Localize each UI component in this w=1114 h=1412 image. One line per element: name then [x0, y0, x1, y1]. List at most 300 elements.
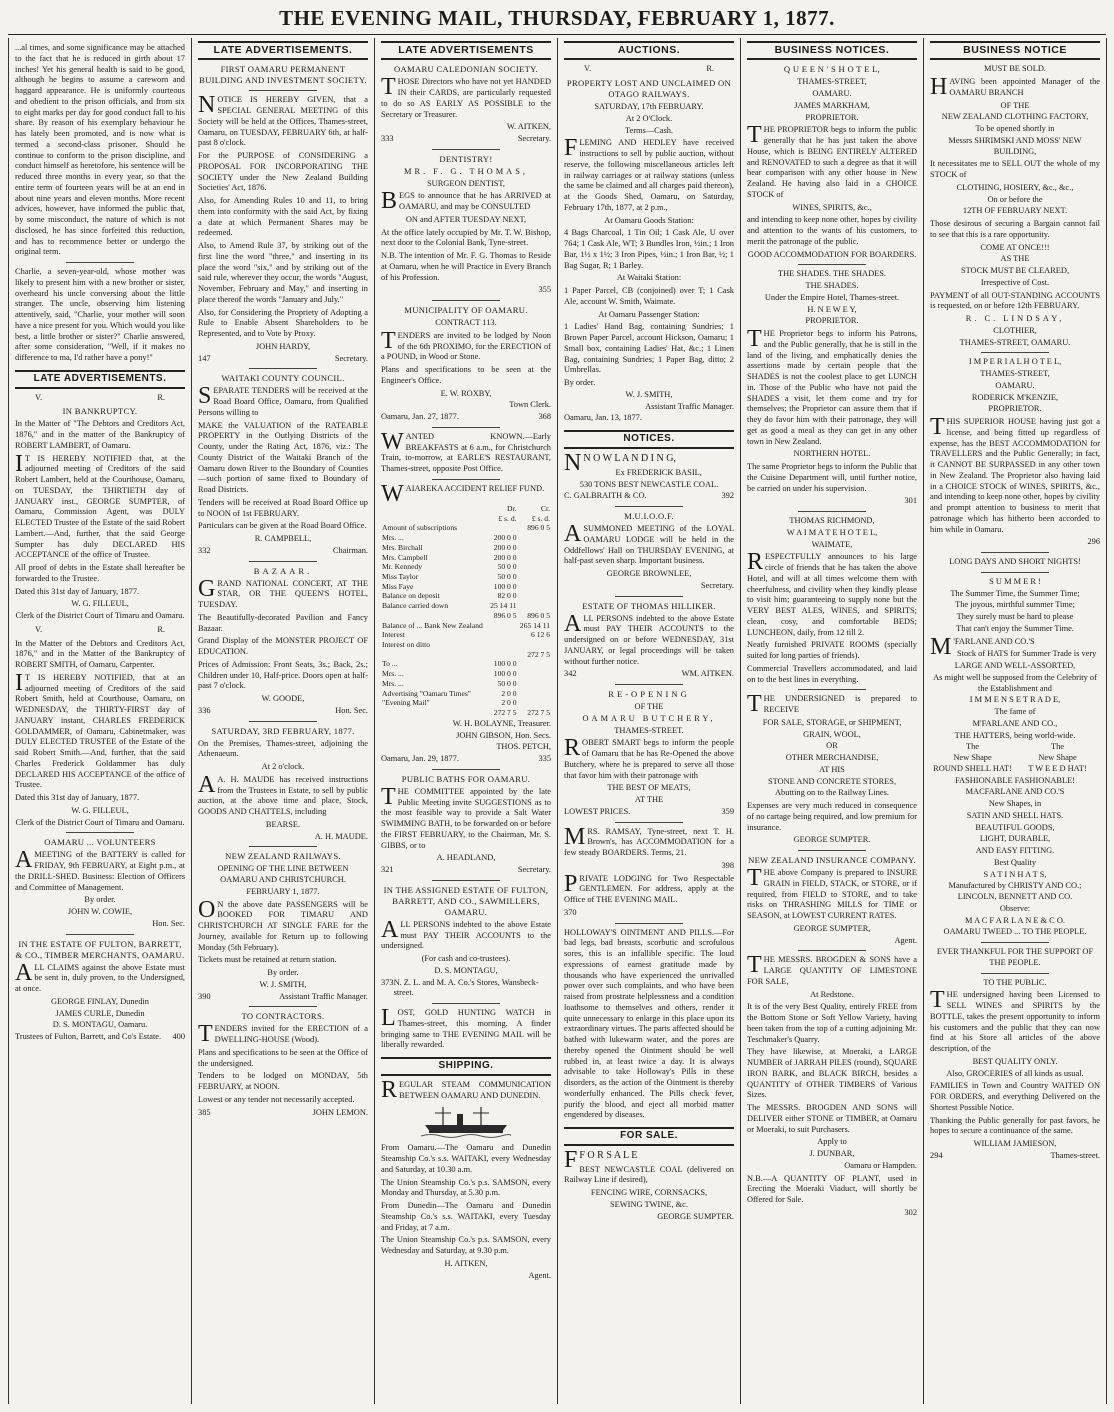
ad-role: Agent. [528, 1270, 551, 1280]
ad-signature: GEORGE FINLAY, Dunedin [51, 996, 149, 1006]
ad-number: 368 [538, 412, 551, 422]
ad-footer [381, 134, 551, 145]
ledger-label: Mrs. ... [382, 669, 404, 679]
separator [615, 596, 683, 597]
ad-title: NORTHERN HOTEL. [793, 449, 871, 459]
ledger-row [381, 543, 551, 553]
ad-title: OAMARU CALEDONIAN SOCIETY. [394, 64, 538, 75]
ad-name: OAMARU BUTCHERY, [582, 713, 716, 723]
separator [981, 973, 1049, 974]
ledger-row [381, 640, 551, 650]
ad-text: To be opened shortly in [975, 124, 1055, 134]
separator [249, 561, 317, 562]
ledger-cr [518, 601, 551, 611]
ad-text: MAKE the VALUATION of the RATEABLE PROPERTY in the Outlying Districts of the County, under the Rating Act, 1876, viz.: The County District of the Waitaki Branch of the Oamaru down River to the Boundary of Counties—such portion of same fixed to Boundary of Road Districts. [198, 420, 368, 495]
separator [432, 427, 500, 428]
drop-cap: T [930, 414, 945, 441]
ledger-label: Mr. Kennedy [382, 562, 423, 572]
ad-text: M A C F A R L A N E & C O. [965, 915, 1065, 925]
ad-text: SEWING TWINE, &c. [610, 1199, 688, 1209]
ad-signature: W. GOODE, [261, 694, 305, 704]
ledger-label: Advertising "Oamaru Times" [382, 688, 471, 698]
ad-footer [198, 546, 368, 557]
ad-text: TENDERS invited for the ERECTION of a DWELLING-HOUSE (Wood). [198, 1021, 368, 1048]
ad-text: THE PROPRIETOR begs to inform the public generally that he has just taken the above House, which is BEING ENTIRELY ALTERED and RENOVATED to such a degree as that it will bear comparison with any other house in New Zealand. He having also laid in a CHOICE STOCK of [747, 122, 917, 199]
separator [981, 352, 1049, 353]
ad-footer [930, 1151, 1100, 1162]
ad-text: MACFARLANE AND CO.'S [965, 787, 1065, 797]
ad-title: WAIAREKA ACCIDENT RELIEF FUND. [381, 480, 545, 507]
ledger-total [381, 650, 551, 660]
ad-text: N.B.—A QUANTITY OF PLANT, used in Erecting the Moeraki Viaduct, will shortly be Offered for Sale. [747, 1173, 917, 1205]
ad-text: STONE AND CONCRETE STORES, [767, 776, 897, 786]
ad-title: NEW ZEALAND INSURANCE COMPANY. [748, 855, 916, 866]
ad-signature: GEORGE SUMPTER. [793, 835, 871, 845]
story-charlie: Charlie, a seven-year-old, whose mother was likely to present him with a new brother or sister, overheard his uncle conversing about the little stranger. The uncle, observing him listening attentively, said, "Charlie, your mother will soon have a nice present for you. Which would you like best, a little brother or sister?" Charlie answered, after some consideration, "Well, if it makes no difference to ma, I'd rather have a pony!" [15, 267, 185, 362]
ad-text: Also, for Considering the Propriety of Adopting a Rule to Enable Absent Shareholders to be Represented, and to Vote by Proxy. [198, 307, 368, 339]
ledger-label: Miss Faye [382, 581, 414, 591]
ledger-block-3 [381, 659, 551, 708]
ad-text: COME AT ONCE!!! [980, 242, 1050, 252]
ad-title: WAITAKI COUNTY COUNCIL. [221, 373, 345, 384]
ad-text: As might well be supposed from the Celebrity of the Establishment and [933, 672, 1097, 693]
ad-text: THE MESSRS. BROGDEN & SONS have a LARGE QUANTITY OF LIMESTONE FOR SALE, [747, 952, 917, 986]
ad-number: 301 [904, 496, 917, 506]
ledger-total-cr: 896 0 5 [527, 610, 550, 620]
ad-signature: W. G. FILLEUL, [71, 599, 129, 609]
ad-title: TO THE PUBLIC. [983, 977, 1047, 987]
ad-title: OAMARU ... VOLUNTEERS [44, 837, 156, 848]
ad-subtitle: OAMARU. [812, 89, 852, 99]
ledger-dr-head: Dr. [507, 503, 517, 513]
ledger-dr [488, 640, 517, 650]
ad-subtitle: OAMARU. [995, 380, 1035, 390]
drop-cap: N [564, 449, 582, 476]
ad-signature: D. S. MONTAGU, [434, 965, 498, 975]
masthead: THE EVENING MAIL, THURSDAY, FEBRUARY 1, 1877. [279, 6, 835, 30]
poem-line: They surely must be hard to please [956, 612, 1074, 622]
column-heading: BUSINESS NOTICES. [747, 41, 917, 60]
separator [798, 950, 866, 951]
ad-footer [15, 1032, 185, 1043]
ad-text: BEGS to announce that he has ARRIVED at OAMARU, and may be CONSULTED [381, 188, 551, 215]
ad-text: SATIN AND SHELL HATS. [966, 810, 1064, 820]
separator [981, 552, 1049, 553]
ad-number: 302 [904, 1207, 917, 1217]
ad-address: THAMES-STREET, OAMARU. [959, 337, 1071, 347]
ledger-dr: 50 0 0 [497, 562, 517, 572]
separator [432, 149, 500, 150]
ad-title: THE SHADES. THE SHADES. [777, 269, 887, 279]
drop-cap: T [381, 783, 396, 810]
separator [615, 923, 683, 924]
ad-text: PRIVATE LODGING for Two Respectable GENTLEMEN. For address, apply at the Office of THE EVENING MAIL. [564, 870, 734, 905]
ad-text: WINES, SPIRITS, &c., [792, 202, 872, 212]
drop-cap: H [930, 74, 948, 101]
ad-signature: H. AITKEN, [444, 1258, 488, 1268]
separator [249, 90, 317, 91]
ad-role: Hon. Sec. [152, 918, 185, 928]
ad-text: From Oamaru.—The Oamaru and Dunedin Steamship Co.'s s.s. WAITAKI, every Wednesday and Saturday, at 10.30 a.m. [381, 1143, 551, 1174]
ad-text: Plans and specifications to be seen at the Office of the undersigned. [198, 1047, 368, 1068]
ad-signature: R. CAMPBELL, [254, 534, 312, 544]
ledger-cr: 6 12 6 [531, 630, 550, 640]
ad-text: FAMILIES in Town and Country WAITED ON FOR ORDERS, and everything Delivered on the Shortest Possible Notice. [930, 1081, 1100, 1112]
poem-line: That can't enjoy the Summer Time. [956, 623, 1074, 633]
vr-v: V. [35, 624, 43, 634]
ad-text: At the office lately occupied by Mr. T. W. Bishop, next door to the Colonial Bank, Tyne-street. [381, 227, 551, 248]
ad-title: IN THE ASSIGNED ESTATE OF FULTON, BARRETT, AND CO., SAWMILLERS, OAMARU. [383, 884, 549, 917]
ledger-label: Mrs. ... [382, 678, 404, 688]
ad-role: Oamaru or Hampden. [844, 1160, 917, 1170]
drop-cap: S [198, 383, 212, 410]
ledger-label: Balance carried down [382, 601, 449, 611]
ad-text: It is of the very Best Quality, entirely FREE from the Bottom Stone or Soft Yellow Variety, having been taken from the top of a cutting adjoining Mr. Teschmaker's Quarry. [747, 1002, 917, 1044]
ad-role: PROPRIETOR. [805, 112, 859, 122]
ad-text: TENDERS are invited to be lodged by Noon of the 6th PROXIMO, for the ERECTION of a POUND, in Wood or Stone. [381, 327, 551, 362]
ad-signature: GEORGE SUMPTER, [793, 923, 871, 933]
ad-text: ALL PERSONS indebted to the above Estate must PAY THEIR ACCOUNTS to the undersigned. [381, 916, 551, 951]
ad-signature: R. C. LINDSAY, [965, 314, 1065, 324]
ad-signature: W. G. FILLEUL, [71, 805, 129, 815]
ad-text: 1 Ladies' Hand Bag, containing Sundries; 1 Brown Paper Parcel, account Hickson, Oamaru; 1 Small box, containing Ladies' Hat, &c.; 1 Linen Bag, containing Sundries; 1 Paper Bag, ditto; 2 Umbrellas. [564, 322, 734, 375]
ad-text: They have likewise, at Moeraki, a LARGE NUMBER of JARRAH PILES (round), SQUARE IRON BARK, and BLACK BIRCH, besides a QUANTITY of OTHER TIMBERS of Various Sizes. [747, 1047, 917, 1100]
columns [8, 38, 1107, 1404]
ad-signature: A. HEADLAND, [436, 853, 496, 863]
ad-text: NOTICE IS HEREBY GIVEN, that a SPECIAL GENERAL MEETING of this Society will be held at the Offices, Thames-street, Oamaru, on TUESDAY, FEBRUARY 6th, at half-past 8 o'clock. [198, 92, 368, 148]
drop-cap: L [381, 1005, 396, 1031]
separator [798, 689, 866, 690]
ad-number: 390 [198, 991, 211, 1001]
ledger-row [381, 572, 551, 582]
drop-cap: M [930, 633, 952, 660]
ad-number: 336 [198, 705, 211, 715]
hat-tweed: The New Shape T W E E D HAT! [1028, 742, 1087, 773]
ad-name: RODERICK M'KENZIE, [971, 392, 1059, 402]
hat-round: The New Shape ROUND SHELL HAT! [933, 742, 1012, 773]
ad-name: THOMAS RICHMOND, [789, 516, 875, 526]
ledger-dr [488, 523, 517, 533]
ad-title: DENTISTRY! [439, 153, 493, 164]
ad-signature: JOHN LEMON. [312, 1107, 368, 1117]
drop-cap: T [747, 691, 762, 718]
ad-number: 385 [198, 1107, 211, 1117]
ad-text: THE UNDERSIGNED is prepared to RECEIVE [747, 691, 917, 718]
ad-name: JAMES MARKHAM, [794, 100, 870, 110]
ad-text: Thanking the Public generally for past favors, he hopes to secure a continuance of the same. [930, 1115, 1100, 1136]
ad-footer [198, 1108, 368, 1119]
ad-time: At 2 O'Clock. [625, 113, 673, 123]
ledger-dr: 200 0 0 [493, 542, 517, 552]
ad-footer [381, 865, 551, 876]
ad-name: MR. F. G. THOMAS, [404, 166, 528, 176]
ad-text: In the Matter of "The Debtors and Creditors Act, 1876," and in the matter of the Bankruptcy of ROBERT LAMBERT, of Oamaru. [15, 419, 185, 450]
column-2 [192, 38, 375, 1404]
drop-cap: R [381, 1076, 398, 1103]
vr-r: R. [157, 392, 165, 402]
ad-text: Also, to Amend Rule 37, by striking out of the first line the word "three," and inserting in its place the word "six," and by striking out of the said rule, wherever they occur, the words "August, November, February and May," and inserting in place thereof the words "January and July." [198, 241, 368, 304]
ledger-row [381, 582, 551, 592]
ad-text: Tickets must be retained at return station. [198, 955, 337, 965]
ad-number: 342 [564, 669, 577, 679]
drop-cap: R [747, 549, 764, 576]
drop-cap: F [564, 135, 578, 162]
ledger-dr: 25 14 11 [490, 601, 517, 611]
ledger-dr: 50 0 0 [497, 571, 517, 581]
hat-pair [930, 742, 1100, 774]
ad-text: THE above Company is prepared to INSURE GRAIN in FIELD, STACK, or STORE, or if required, from FIELD to STORE, and to take risks on THRASHING MILLS for TIME or SEASON, at LOWEST CURRENT RATES. [747, 865, 917, 921]
ad-subtitle: WAIMATE, [811, 539, 853, 549]
ad-title: RE-OPENING [608, 689, 690, 700]
drop-cap: T [747, 326, 762, 353]
ad-text: STOCK MUST BE CLEARED, [960, 266, 1070, 276]
ad-title: SATURDAY, 3RD FEBRUARY, 1877. [211, 725, 355, 736]
separator [66, 832, 134, 833]
vr-emblem [564, 64, 734, 75]
ad-terms: Terms—Cash. [624, 125, 674, 135]
section-heading: LATE ADVERTISEMENTS. [15, 370, 185, 389]
ad-title: N N O W L A N D I N G, [564, 449, 676, 476]
ad-text: THE BEST OF MEATS, [607, 783, 691, 793]
ledger-label: Interest [382, 630, 405, 640]
ad-text: 12TH OF FEBRUARY NEXT. [962, 206, 1068, 216]
ad-text: Grand Display of the MONSTER PROJECT OF EDUCATION. [198, 636, 368, 657]
ad-role: Secretary. [517, 865, 551, 874]
ad-number: 332 [198, 545, 211, 555]
ad-number: 333 [381, 134, 394, 144]
ad-text: and intending to keep none other, hopes by civility and attention to the wants of his customers, to merit the patronage of the public. [747, 215, 917, 246]
ledger-cr: 896 0 5 [527, 523, 550, 533]
column-1 [9, 38, 192, 1404]
ad-text: I M M E N S E T R A D E, [969, 695, 1061, 705]
ad-date: Dated this 31st day of January, 1877. [15, 586, 140, 596]
ad-text: SEPARATE TENDERS will be received at the Road Board Office, Oamaru, from Qualified Persons willing to [198, 383, 368, 417]
ledger-row [381, 630, 551, 640]
ad-text: THE undersigned having been Licensed to SELL WINES and SPIRITS by the BOTTLE, takes the present opportunity to inform his customers and the public that they can now find at his Store all articles of the above description, of the [930, 987, 1100, 1054]
ad-text: The Union Steamship Co.'s p.s. SAMSON, every Monday and Thursday, at 5.30 p.m. [381, 1177, 551, 1198]
ad-text: Plans and specifications to be seen at the Engineer's Office. [381, 365, 551, 385]
ad-text: LOST, GOLD HUNTING WATCH in Thames-street, this morning. A finder bringing same to THE EVENING MAIL will be liberally rewarded. [381, 1005, 551, 1050]
ad-text: AT HIS [819, 764, 845, 774]
ad-title: W A I M A T E H O T E L, [786, 527, 878, 537]
separator [249, 1006, 317, 1007]
drop-cap: A [15, 847, 33, 874]
ad-title: MUST BE SOLD. [984, 64, 1046, 74]
vr-v: V. [584, 64, 592, 74]
ad-text: Tenders to be lodged on MONDAY, 5th FEBRUARY, at NOON. [198, 1071, 368, 1092]
ad-text: HOLLOWAY'S OINTMENT AND PILLS.—For bad legs, bad breasts, scorbutic and scrofulous sores, this is an infallible specific. The loud expressions of earnest gratitude made by thousands who have experienced the unrivalled power over such complaints, and who have been raised from prostrate helplessness and a condition loathsome to themselves and others, render it quite unnecessary to enlarge in this place upon its extraordinary virtues. The parts affected should be bathed with lukewarm water, and the pores are thereby opened the Ointment should be well rubbed in, at least twice a day. It is always advisable to take Holloway's Pills in these disorders, as the action of the Ointment is thereby wonderfully enhanced. The Pills check fever, purify the blood, and eject all morbid matter engendered by diseases. [564, 927, 734, 1120]
ad-number: 370 [564, 907, 577, 917]
ad-text: CLOTHING, HOSIERY, &c., &c., [956, 182, 1074, 192]
ad-order: By order. [564, 378, 596, 388]
ledger-row [381, 553, 551, 563]
section-heading: SHIPPING. [381, 1057, 551, 1076]
ad-text: GRAIN, WOOL, [803, 729, 861, 739]
ledger-dr: 2 0 0 [501, 688, 517, 698]
ad-number: 398 [721, 860, 734, 870]
ad-text: S A T I N H A T S, [983, 869, 1047, 879]
ad-text: Manufactured by CHRISTY AND CO.; LINCOLN, BENNETT AND CO. [948, 881, 1082, 902]
poem-line: The Summer Time, the Summer Time; [950, 588, 1080, 598]
separator [798, 850, 866, 851]
ad-title: Q U E E N ' S H O T E L, [783, 64, 881, 75]
ad-title: PUBLIC BATHS FOR OAMARU. [401, 773, 531, 784]
ledger-row [381, 689, 551, 699]
ad-text: PAYMENT of all OUT-STANDING ACCOUNTS is requested, on or before 12th FEBRUARY. [930, 290, 1100, 311]
ledger-cr-head: Cr. [540, 503, 550, 513]
ledger-label: Mrs. ... [382, 533, 404, 543]
ad-text: Also, GROCERIES of all kinds as usual. [946, 1068, 1084, 1078]
ad-subtitle: CONTRACT 113. [435, 318, 497, 328]
ledger-total-dr: 896 0 5 [493, 610, 517, 620]
ad-subtitle: Ex FREDERICK BASIL, [615, 467, 702, 477]
ad-footer [564, 491, 734, 502]
ad-footer [198, 354, 368, 365]
ad-text: 1 Paper Parcel, CB (conjoined) over T; 1 Cask Ale, account W. Smith, Waimate. [564, 286, 734, 306]
ad-text: The MESSRS. BROGDEN AND SONS will DELIVER either STONE or TIMBER, at Oamaru or Moeraki, to suit Purchasers. [747, 1103, 917, 1134]
drop-cap: G [198, 575, 216, 602]
separator [798, 511, 866, 512]
ad-text: BEARSE. [265, 819, 301, 829]
ledger-block-2 [381, 621, 551, 650]
ad-text: The same Proprietor begs to inform the Public that the Cuisine Department will, until further notice, be carried on under his supervision. [747, 462, 917, 493]
separator [615, 506, 683, 507]
ad-text: Messrs SHRIMSKI AND MOSS' NEW BUILDING, [948, 135, 1082, 156]
ledger-row [381, 621, 551, 631]
ad-number: 321 [381, 865, 394, 874]
ledger-total-cr: 272 7 5 [527, 708, 550, 718]
drop-cap: T [747, 952, 762, 979]
ad-role: Town Clerk. [509, 400, 551, 410]
ad-signature: A. H. MAUDE. [314, 831, 368, 841]
ad-number: 355 [538, 285, 551, 295]
ledger-label: Interest on ditto [382, 640, 431, 649]
ad-signature: THOS. PETCH, [496, 742, 551, 752]
ad-number: 294 [930, 1150, 943, 1160]
ledger-label: "Evening Mail" [382, 698, 430, 708]
ledger-row [381, 679, 551, 689]
ad-footer [381, 754, 551, 765]
vr-r: R. [157, 624, 165, 634]
ad-role: Assistant Traffic Manager. [279, 991, 368, 1001]
ad-text: ALL CLAIMS against the above Estate must be sent in, duly proven, to the Undersigned, at once. [15, 959, 185, 994]
ad-text: BEAUTIFUL GOODS, [975, 822, 1055, 832]
ad-text: 530 TONS BEST NEWCASTLE COAL. [579, 479, 719, 489]
ad-number: 373 [381, 977, 394, 987]
ad-name: H. N E W E Y, [807, 304, 857, 314]
ad-number: 296 [1087, 537, 1100, 547]
separator [615, 684, 683, 685]
ad-signature: W. AITKEN, [506, 122, 551, 132]
ad-text: THIS SUPERIOR HOUSE having just got a license, and being fitted up regardless of expense, has the BEST ACCOMMODATION for TRAVELLERS and the Public Generally; in fact, it CANNOT BE SURPASSED in any other town in New Zealand. The Proprietor also having laid in a CHOICE STOCK of WINES, SPIRITS, &c., and intending to keep none other, hopes by civility and prompt attention to business to merit that patronage which has hitherto been accorded to him while in Oamaru. [930, 414, 1100, 534]
drop-cap: B [381, 188, 398, 215]
ad-title: THE SHADES. [805, 281, 859, 291]
ad-role: SURGEON DENTIST, [426, 178, 505, 188]
ad-text: Tenders will be received at Road Board Office up to NOON of 1st FEBRUARY. [198, 497, 368, 518]
ad-title: IN BANKRUPTCY. [62, 406, 138, 417]
drop-cap: T [747, 865, 762, 892]
drop-cap: M [564, 823, 586, 850]
ad-text: N.B. The intention of Mr. F. G. Thomas to Reside at Oamaru, when he will Practice in Every Branch of his Profession. [381, 251, 551, 282]
ad-text: LARGE AND WELL-ASSORTED, [954, 661, 1076, 671]
ledger-units-cr: £ s. d. [531, 513, 550, 523]
ad-text: THE Proprietor begs to inform his Patrons, and the Public generally, that he is still in the land of the living, and emphatically denies the assertions made by certain people that the SHADES is not the coolest place to get LUNCH in. Those of the Public who have not paid the SHADES a visit, let them come and try for themselves; the Proprietor can assure them that if they do favor him with their patronage, they will get as good a meal as they can get in any other town in New Zealand. [747, 326, 917, 446]
ledger-row [381, 533, 551, 543]
ledger-dr: 100 0 0 [493, 659, 517, 669]
ad-text: ROBERT SMART begs to inform the people of Oamaru that he has Re-Opened the above Butchery, where he is prepared to serve all those that favor him with their patronage with [564, 735, 734, 780]
ad-text: For the PURPOSE of CONSIDERING a PROPOSAL FOR INCORPORATING THE SOCIETY under the New Zealand Building Societies' Act, 1876. [198, 151, 368, 193]
ledger-row [381, 698, 551, 708]
column-4 [558, 38, 741, 1404]
ledger-total-cr: 272 7 5 [527, 649, 550, 659]
masthead-rule [8, 34, 1106, 35]
ad-signature: C. GALBRAITH & CO. [564, 491, 647, 501]
vr-emblem [15, 625, 185, 636]
drop-cap: T [381, 74, 396, 101]
ad-text: ALL PERSONS indebted to the above Estate must PAY THEIR ACCOUNTS to the undersigned on or before WEDNESDAY, 31st JANUARY, or legal proceedings will be taken without further notice. [564, 610, 734, 666]
ad-title: M.U.I.O.O.F. [624, 511, 674, 522]
drop-cap: A [564, 521, 582, 548]
ledger-cr [518, 689, 551, 699]
ad-text: FASHIONABLE FASHIONABLE! [955, 775, 1075, 785]
ad-text: THE COMMITTEE appointed by the late Public Meeting invite SUGGESTIONS as to the most feasible way to provide a Salt Water SWIMMING BATH, to be forwarded on or before the FIRST FEBRUARY, to the Chairman, Mr. S. GIBBS, or to [381, 783, 551, 850]
column-5 [741, 38, 924, 1404]
ad-footer [564, 807, 734, 818]
ad-text: Apply to [817, 1137, 847, 1147]
ad-title: ESTATE OF THOMAS HILLIKER. [582, 600, 716, 611]
drop-cap: A [15, 959, 33, 986]
ad-role: Assistant Traffic Manager. [645, 401, 734, 411]
ad-text: M'FARLANE AND CO., [972, 718, 1058, 728]
ad-text: Neatly furnished PRIVATE ROOMS (specially suited for long parties of friends). [747, 640, 917, 661]
ad-text: Commercial Travellers accommodated, and laid on to the best lines in everything. [747, 663, 917, 684]
separator [798, 264, 866, 265]
ad-text: AND EASY FITTING. [975, 846, 1055, 856]
ad-text: ASUMMONED MEETING of the LOYAL OAMARU LODGE will be held in the Oddfellows' Hall on THURSDAY EVENING, at half-past seven sharp. Important business. [564, 521, 734, 566]
ad-text: Irrespective of Cost. [980, 277, 1050, 287]
ad-title: EVER THANKFUL FOR THE SUPPORT OF THE PEOPLE. [936, 947, 1094, 967]
ad-role: Clerk of the District Court of Timaru and Oamaru. [15, 817, 185, 827]
column-heading: BUSINESS NOTICE [930, 41, 1100, 60]
ad-text: At 2 o'clock. [261, 762, 305, 772]
fund-ledger [381, 504, 551, 718]
ad-signature: E. W. ROXBY, [440, 388, 492, 398]
ad-footer [564, 669, 734, 680]
separator [981, 942, 1049, 943]
ad-number: 359 [721, 806, 734, 816]
ad-subtitle: THAMES-STREET, [797, 77, 867, 87]
separator [432, 300, 500, 301]
ad-text: (For cash and co-trustees). [421, 954, 511, 963]
ledger-label: Balance on deposit [382, 591, 440, 601]
ad-role: Secretary. [334, 353, 368, 363]
ad-text: Also, for Amending Rules 10 and 11, to bring them into conformity with the said Act, by fixing a date at which Permanent Shares may be redeemed. [198, 196, 368, 238]
ledger-cr [518, 533, 551, 543]
ad-title: BAZAAR. [253, 565, 313, 576]
ad-text: FOR SALE, STORAGE, or SHIPMENT, [762, 717, 902, 727]
ad-title: S U M M E R ! [989, 576, 1041, 586]
ledger-cr [518, 582, 551, 592]
vr-r: R. [706, 64, 714, 74]
separator [249, 368, 317, 369]
ad-text: THOSE Directors who have not yet HANDED IN their CARDS, are particularly requested to do so AS EARLY AS POSSIBLE to the Secretary or Treasurer. [381, 74, 551, 119]
steamship-icon [421, 1105, 511, 1139]
ad-text: OF THE [634, 702, 664, 712]
ad-text: HAVING been appointed Manager of the OAMARU BRANCH [930, 74, 1100, 101]
ad-text: New Shapes, in [988, 799, 1042, 809]
ad-role: Clerk of the District Court of Timaru and Oamaru. [15, 611, 185, 621]
ad-text: O N the above date PASSENGERS will be BOOKED FOR TIMARU AND CHRISTCHURCH AT SINGLE FARE for the Journey, available for Return up to following Monday (5th February). [198, 896, 368, 952]
